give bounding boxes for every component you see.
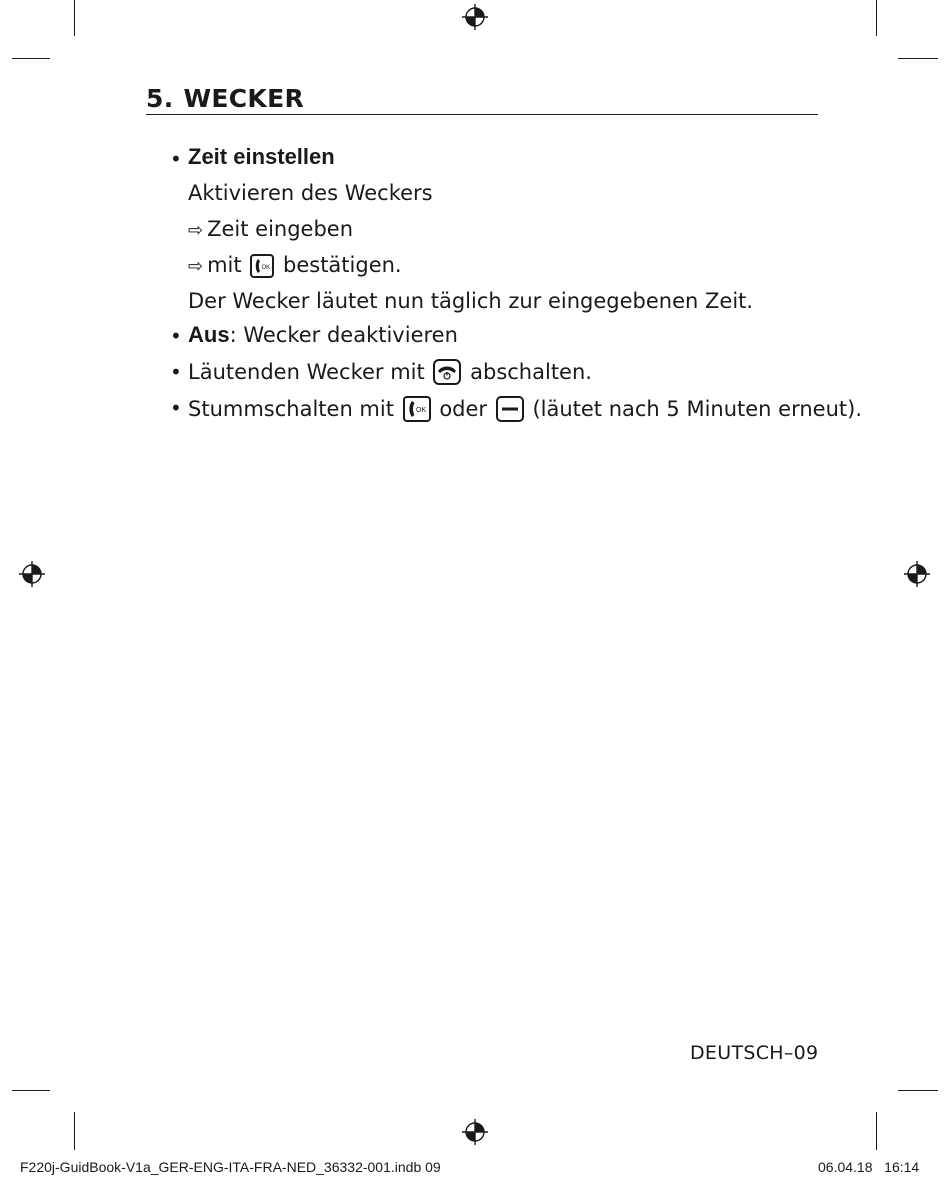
bullet: • <box>170 147 182 171</box>
bullet: • <box>170 360 182 384</box>
crop-mark <box>876 1112 877 1150</box>
crop-mark <box>898 1090 938 1091</box>
crop-mark <box>12 58 50 59</box>
laeuten-pre: Läutenden Wecker mit <box>188 360 425 384</box>
bullet: • <box>170 396 182 420</box>
bullet: • <box>170 324 182 348</box>
arrow-icon: ⇨ <box>188 220 204 241</box>
zeit-step-2-post: bestätigen. <box>283 253 402 277</box>
page-footer: DEUTSCH–09 <box>690 1042 819 1064</box>
list-item-aus <box>188 322 458 348</box>
crop-mark <box>74 1112 75 1150</box>
stumm-mid: oder <box>439 397 488 421</box>
svg-text:OK: OK <box>261 265 271 271</box>
registration-mark-icon <box>461 3 489 31</box>
zeit-step-1 <box>188 216 353 244</box>
list-item-laeuten <box>188 359 592 385</box>
zeit-step-1-text: Zeit eingeben <box>207 217 354 241</box>
svg-text:OK: OK <box>415 407 426 414</box>
crop-mark <box>74 0 75 36</box>
list-item-zeit-title <box>188 144 335 170</box>
zeit-title: Zeit einstellen <box>188 144 335 169</box>
section-title: WECKER <box>183 84 305 113</box>
list-item-stumm <box>188 396 862 422</box>
ok-call-key-icon <box>250 254 274 278</box>
section-number: 5. <box>146 84 174 113</box>
crop-mark <box>876 0 877 36</box>
stumm-post: (läutet nach 5 Minuten erneut). <box>532 397 862 421</box>
arrow-icon: ⇨ <box>188 256 204 277</box>
print-slug-file: F220j-GuidBook-V1a_GER-ENG-ITA-FRA-NED_36332-001.indb 09 <box>20 1159 441 1175</box>
zeit-step-2-pre: mit <box>207 253 242 277</box>
section-heading <box>146 84 818 115</box>
end-call-power-key-icon <box>433 359 461 385</box>
registration-mark-icon <box>18 560 46 588</box>
ok-call-key-icon <box>403 396 431 422</box>
aus-label: Aus <box>188 322 230 347</box>
aus-text: : Wecker deaktivieren <box>229 323 458 347</box>
crop-mark <box>898 58 938 59</box>
registration-mark-icon <box>903 560 931 588</box>
registration-mark-icon <box>461 1118 489 1146</box>
zeit-step-2 <box>188 252 402 280</box>
laeuten-post: abschalten. <box>470 360 592 384</box>
zeit-line-1: Aktivieren des Weckers <box>188 181 433 205</box>
minus-key-icon <box>496 396 524 422</box>
print-slug-datetime: 06.04.18 16:14 <box>818 1159 920 1175</box>
crop-mark <box>12 1090 50 1091</box>
stumm-pre: Stummschalten mit <box>188 397 394 421</box>
zeit-line-2: Der Wecker läutet nun täglich zur eingegebenen Zeit. <box>188 289 754 313</box>
